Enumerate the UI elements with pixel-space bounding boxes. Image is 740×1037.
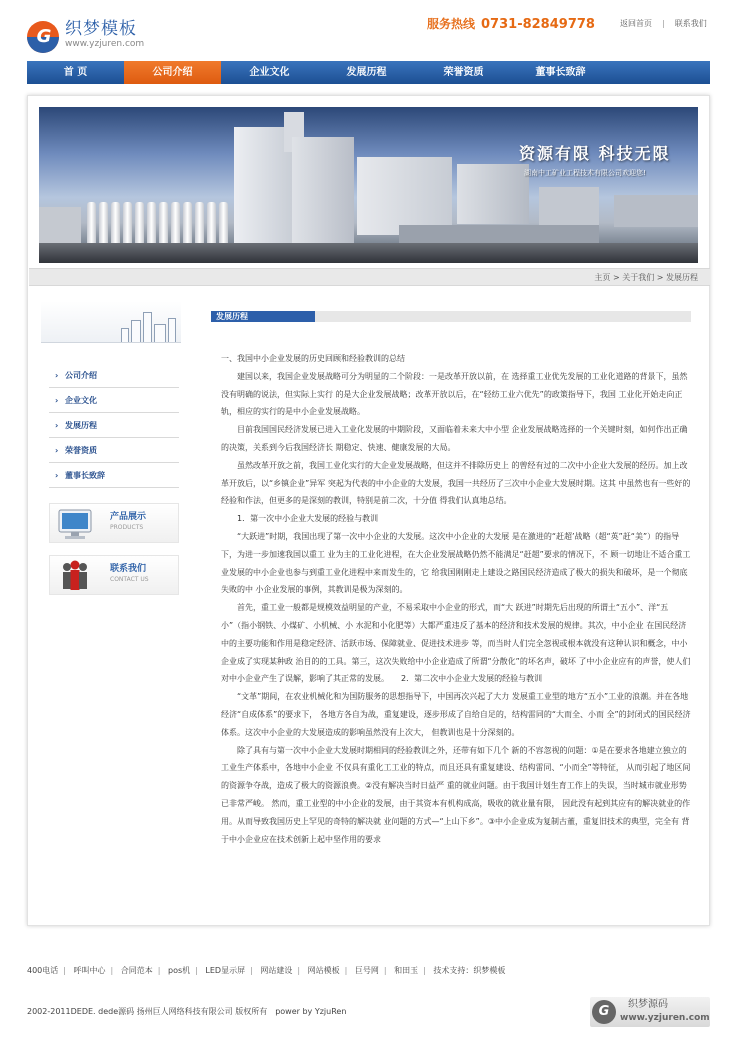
nav-item-history[interactable]: 发展历程 (346, 67, 387, 78)
sidebar-item-company-intro[interactable]: › 公司介绍 (49, 363, 179, 388)
footer-logo-mark-icon: G (592, 1000, 616, 1024)
footer-logo[interactable] (590, 997, 710, 1027)
nav-item-culture[interactable]: 企业文化 (249, 67, 290, 78)
sidebar-menu (49, 363, 179, 488)
page-frame (27, 95, 710, 926)
breadcrumb-separator: > (610, 273, 623, 282)
home-link[interactable]: 返回首页 (620, 19, 652, 28)
products-promo[interactable] (49, 503, 179, 543)
nav-item-company-intro[interactable]: 公司介绍 (124, 61, 221, 84)
article-paragraph: 1．第一次中小企业大发展的经验与教训 (237, 514, 379, 524)
article-paragraph: 一、我国中小企业发展的历史回顾和经验教训的总结 (221, 354, 405, 363)
article-paragraph: 虽然改革开放之前，我国工业化实行的大企业发展战略，但这并不排除历史上 的曾经有过的二次中小企业大发展的经历。加上改革开放后，以“乡镇企业”异军 突起为代表的中小企业的大发展，我国一共经历了三次中小企业大发展时期。这其 中虽然也有一些好的经验和作法，但更多的是深刻的教训，特别是前二次，十分值 得我们认真地总结。 (221, 460, 691, 506)
footer-link[interactable]: pos机 (168, 966, 191, 975)
logo-url: www.yzjuren.com (65, 39, 145, 49)
footer-link[interactable]: 呼叫中心 (73, 966, 106, 975)
footer-link[interactable]: 网站模板 (307, 966, 340, 975)
footer-link[interactable]: 网站建设 (260, 966, 293, 975)
top-link-separator: | (662, 19, 665, 28)
nav-item-home[interactable]: 首 页 (63, 67, 88, 78)
logo-title: 织梦模板 (65, 19, 137, 39)
footer-link[interactable]: 和田玉 (394, 966, 419, 975)
nav-item-honors[interactable]: 荣誉资质 (443, 67, 484, 78)
hotline-number: 0731-82849778 (481, 17, 595, 32)
banner-subtitle: 湖南中工矿业工程技术有限公司欢迎您! (524, 169, 646, 177)
products-promo-title: 产品展示 (110, 512, 147, 522)
footer-logo-url: www.yzjuren.com (620, 1013, 710, 1023)
article-paragraph: “大跃进”时期，我国出现了第一次中小企业的大发展。这次中小企业的大发展 是在激进的“赶超’战略（超“英”赶“美”）的指导下，为进一步加速我国以重工 业为主的工业化进程，在大企业发展战略仍然不能满足“赶超”要求的情况下，不 顾一切地让不适合重工业发展的中小企业也参与到重工业化进程中来而发生的，它 给我国刚刚走上建设之路国民经济造成了极大的损失和破坏，是一个彻底失败的中 小企业发展的事例，其教训是极为深刻的。 (221, 531, 691, 595)
banner-slogan: 资源有限 科技无限 (519, 144, 671, 163)
top-links (620, 18, 707, 29)
products-promo-subtitle: PRODUCTS (110, 524, 144, 531)
contact-link[interactable]: 联系我们 (674, 19, 707, 28)
contact-promo-title: 联系我们 (110, 564, 147, 574)
breadcrumb (29, 268, 710, 286)
logo-mark-icon: G (27, 21, 59, 53)
footer-logo-title: 织梦源码 (628, 999, 668, 1010)
city-skyline-icon (41, 301, 181, 343)
header (0, 0, 740, 60)
article-paragraph: 除了具有与第一次中小企业大发展时期相同的经验教训之外，还带有如下几个 新的不容忽视的问题：①是在要求各地建立独立的工业生产体系中，各地中小企业 不仅具有重化工工业的特点，而且还具有重复建设、结构雷同、“小而全”等特征， 从而引起了地区间的资源争夺战，造成了极大的资源浪费。②没有解决当时日益严 重的就业问题。由于我国计划生育工作上的失误，当时城市就业形势已非常严峻。 然而，重工业型的中小企业的发展，由于其资本有机构成高，吸收的就业量有限， 因此没有起到其应有的解决就业的作用。从而导致我国历史上罕见的奇特的解决就 业问题的方式—“上山下乡”。③中小企业成为复制古董，重复旧技术的典型，完全有 背于中小企业应在技术创新上起中坚作用的要求 (221, 745, 691, 844)
footer-link[interactable]: 巨号网 (354, 966, 379, 975)
people-icon (55, 559, 95, 593)
article-paragraph: 建国以来，我国企业发展战略可分为明显的二个阶段：一是改革开放以前，在 选择重工业优先发展的工业化道路的背景下，虽然没有明确的说法，但实际上实行 的是大企业发展战略；改革开放以后，在“轻纺工业六优先”的政策指导下，我国 工业化开始走向正轨，相应的实行的是中小企业发展战略。 (221, 371, 688, 417)
breadcrumb-current: 发展历程 (666, 273, 698, 282)
hotline-label: 服务热线 (427, 17, 476, 31)
article-paragraph: 首先，重工业一般都是规模效益明显的产业，不易采取中小企业的形式，而“大 跃进”时期先后出现的所谓土“五小”、洋“五小”（指小钢铁、小煤矿、小机械、小 水泥和小化肥等）大都严重违反了基本的经济和技术发展的规律。其次，中小企业 在国民经济中的主要功能和作用是稳定经济、活跃市场、保障就业、促进技术进步 等，而当时人们完全忽视或根本就没有这种认识和概念，中小企业成了实现某种政 治目的的工具。第三，这次失败给中小企业造成了所谓“分散化”的坏名声，破坏 了中小企业应有的声誉，使人们对中小企业产生了误解，影响了其正常的发展。 2．第二次中小企业大发展的经验与教训 (221, 603, 691, 684)
section-header (211, 311, 691, 322)
sidebar-item-chairman[interactable]: › 董事长致辞 (49, 463, 179, 488)
contact-promo-subtitle: CONTACT US (110, 576, 149, 583)
footer-link[interactable]: 技术支持：织梦模板 (433, 966, 506, 975)
article-paragraph: 目前我国国民经济发展已进入工业化发展的中期阶段，又面临着未来大中小型 企业发展战略选择的一个关键时刻，如何作出正确的决策，关系到今后我国经济长 期稳定、快速、健康发展的大局。 (221, 425, 688, 452)
copyright: 2002-2011DEDE. dede源码 扬州巨人网络科技有限公司 版权所有 power by YzjuRen (27, 1007, 347, 1016)
breadcrumb-separator: > (654, 273, 666, 282)
hotline (427, 17, 595, 32)
footer-link[interactable]: 合同范本 (120, 966, 153, 975)
contact-promo[interactable] (49, 555, 179, 595)
article-body (221, 350, 691, 848)
sidebar-item-history[interactable]: › 发展历程 (49, 413, 179, 438)
banner-image (39, 107, 698, 263)
section-title: 发展历程 (211, 311, 315, 322)
main-nav (27, 61, 710, 84)
logo[interactable] (27, 18, 162, 54)
breadcrumb-about[interactable]: 关于我们 (622, 273, 655, 282)
footer-link[interactable]: LED显示屏 (205, 966, 246, 975)
nav-item-chairman[interactable]: 董事长致辞 (535, 67, 586, 78)
breadcrumb-home[interactable]: 主页 (594, 273, 611, 282)
sidebar-item-honors[interactable]: › 荣誉资质 (49, 438, 179, 463)
footer-link[interactable]: 400电话 (27, 966, 59, 975)
sidebar-item-culture[interactable]: › 企业文化 (49, 388, 179, 413)
footer-links: 400电话 | 呼叫中心 | 合同范本 | pos机 | LED显示屏 | 网站建设 | 网站模板 | 巨号网 | 和田玉 | 技术支持：织梦模板 (27, 966, 506, 975)
article-paragraph: “文革”期间，在农业机械化和为国防服务的思想指导下，中国再次兴起了大力 发展重工业型的地方“五小”工业的浪潮。并在各地经济“自成体系”的要求下， 各地方各自为战，重复建设，逐步形成了自给自足的，结构雷同的“大而全、小而 全”的封闭式的国民经济体系。这次中小企业的大发展造成的影响虽然没有上次大， 但教训也是十分深刻的。 (221, 692, 691, 737)
monitor-icon (55, 507, 95, 541)
